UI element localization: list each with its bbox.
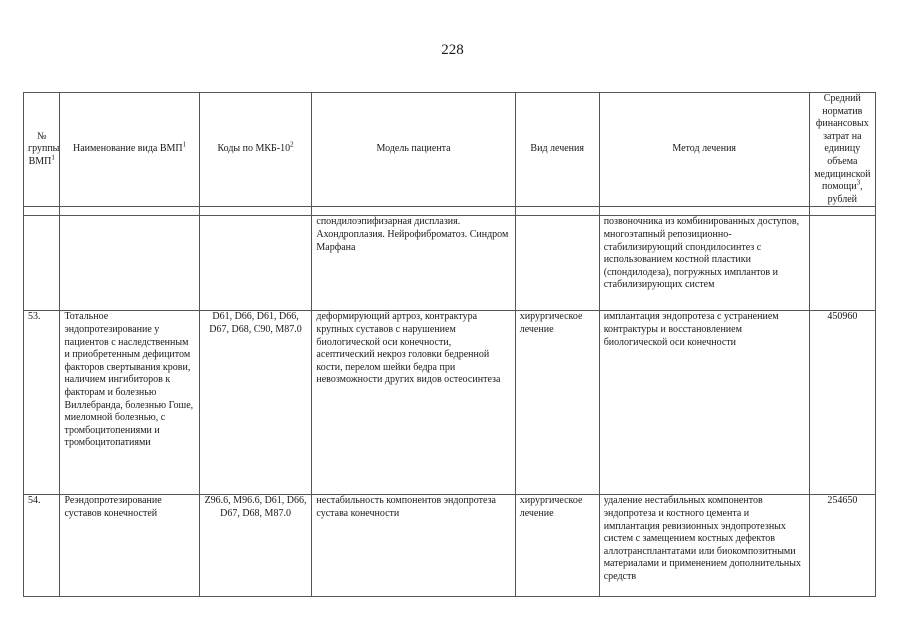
header-patient-model: Модель пациента	[312, 93, 515, 207]
cell-method: удаление нестабильных компонентов эндопротеза и костного цемента и имплантация ревизионных эндопротезных систем с замещением костных дефектов аллотрансплантатами или биокомпозитными материалами и применением дополнительных средств	[599, 495, 809, 597]
table-row	[24, 495, 876, 597]
cell-model: нестабильность компонентов эндопротеза сустава конечности	[312, 495, 515, 597]
footnote-mark: 2	[290, 141, 294, 150]
footnote-mark: 3	[856, 178, 861, 187]
header-vmp-name	[60, 93, 199, 207]
header-cost-norm	[809, 93, 875, 207]
cell-method: позвоночника из комбинированных доступов, многоэтапный репозиционно-стабилизирующий спондилосинтез с использованием костной пластики (спондилодеза), погружных имплантов и стабилизирующих систем	[599, 216, 809, 311]
header-cost-norm-text: Средний норматив финансовых затрат на единицу объема медицинской помощи	[814, 93, 871, 193]
header-cost-norm-tail: , рублей	[827, 181, 863, 205]
cell-codes: D61, D66, D61, D66, D67, D68, C90, M87.0	[199, 311, 312, 495]
cell-cost: 254650	[809, 495, 875, 597]
header-icd-codes	[199, 93, 312, 207]
header-group-no-text: № группы ВМП	[28, 130, 60, 167]
cell-method: имплантация эндопротеза с устранением контрактуры и восстановлением биологической оси конечности	[599, 311, 809, 495]
cell-type	[515, 216, 599, 311]
header-group-no	[24, 93, 60, 207]
header-vmp-name-text: Наименование вида ВМП	[72, 143, 183, 155]
table-row	[24, 311, 876, 495]
table-row	[24, 216, 876, 311]
page-number: 228	[441, 42, 464, 58]
cell-codes: Z96.6, M96.6, D61, D66, D67, D68, M87.0	[199, 495, 312, 597]
cell-codes	[199, 216, 312, 311]
cell-cost	[809, 216, 875, 311]
header-treatment-method: Метод лечения	[599, 93, 809, 207]
cell-no	[24, 216, 60, 311]
cell-name: Тотальное эндопротезирование у пациентов с наследственным и приобретенным дефицитом факторов свертывания крови, наличием ингибиторов к факторам и болезнью Виллебранда, болезнью Гоше, миеломной болезнью, с тромбоцитопениями и тромбоцитопатиями	[60, 311, 199, 495]
cell-no: 54.	[24, 495, 60, 597]
footnote-mark: 1	[51, 153, 55, 162]
cell-model: деформирующий артроз, контрактура крупных суставов с нарушением биологической оси конечности, асептический некроз головки бедренной кости, перелом шейки бедра при невозможности других видов остеосинтеза	[312, 311, 515, 495]
table-header-row	[24, 93, 876, 207]
cell-name	[60, 216, 199, 311]
header-icd-codes-text: Коды по МКБ-10	[217, 143, 291, 155]
cell-cost: 450960	[809, 311, 875, 495]
cell-no: 53.	[24, 311, 60, 495]
cell-name: Реэндопротезирование суставов конечностей	[60, 495, 199, 597]
cell-model: спондилоэпифизарная дисплазия. Ахондроплазия. Нейрофиброматоз. Синдром Марфана	[312, 216, 515, 311]
footnote-mark: 1	[182, 141, 187, 150]
header-treatment-type: Вид лечения	[515, 93, 599, 207]
cell-type: хирургическое лечение	[515, 311, 599, 495]
cell-type: хирургическое лечение	[515, 495, 599, 597]
vmp-table	[23, 92, 876, 597]
table-spacer-row	[24, 207, 876, 216]
